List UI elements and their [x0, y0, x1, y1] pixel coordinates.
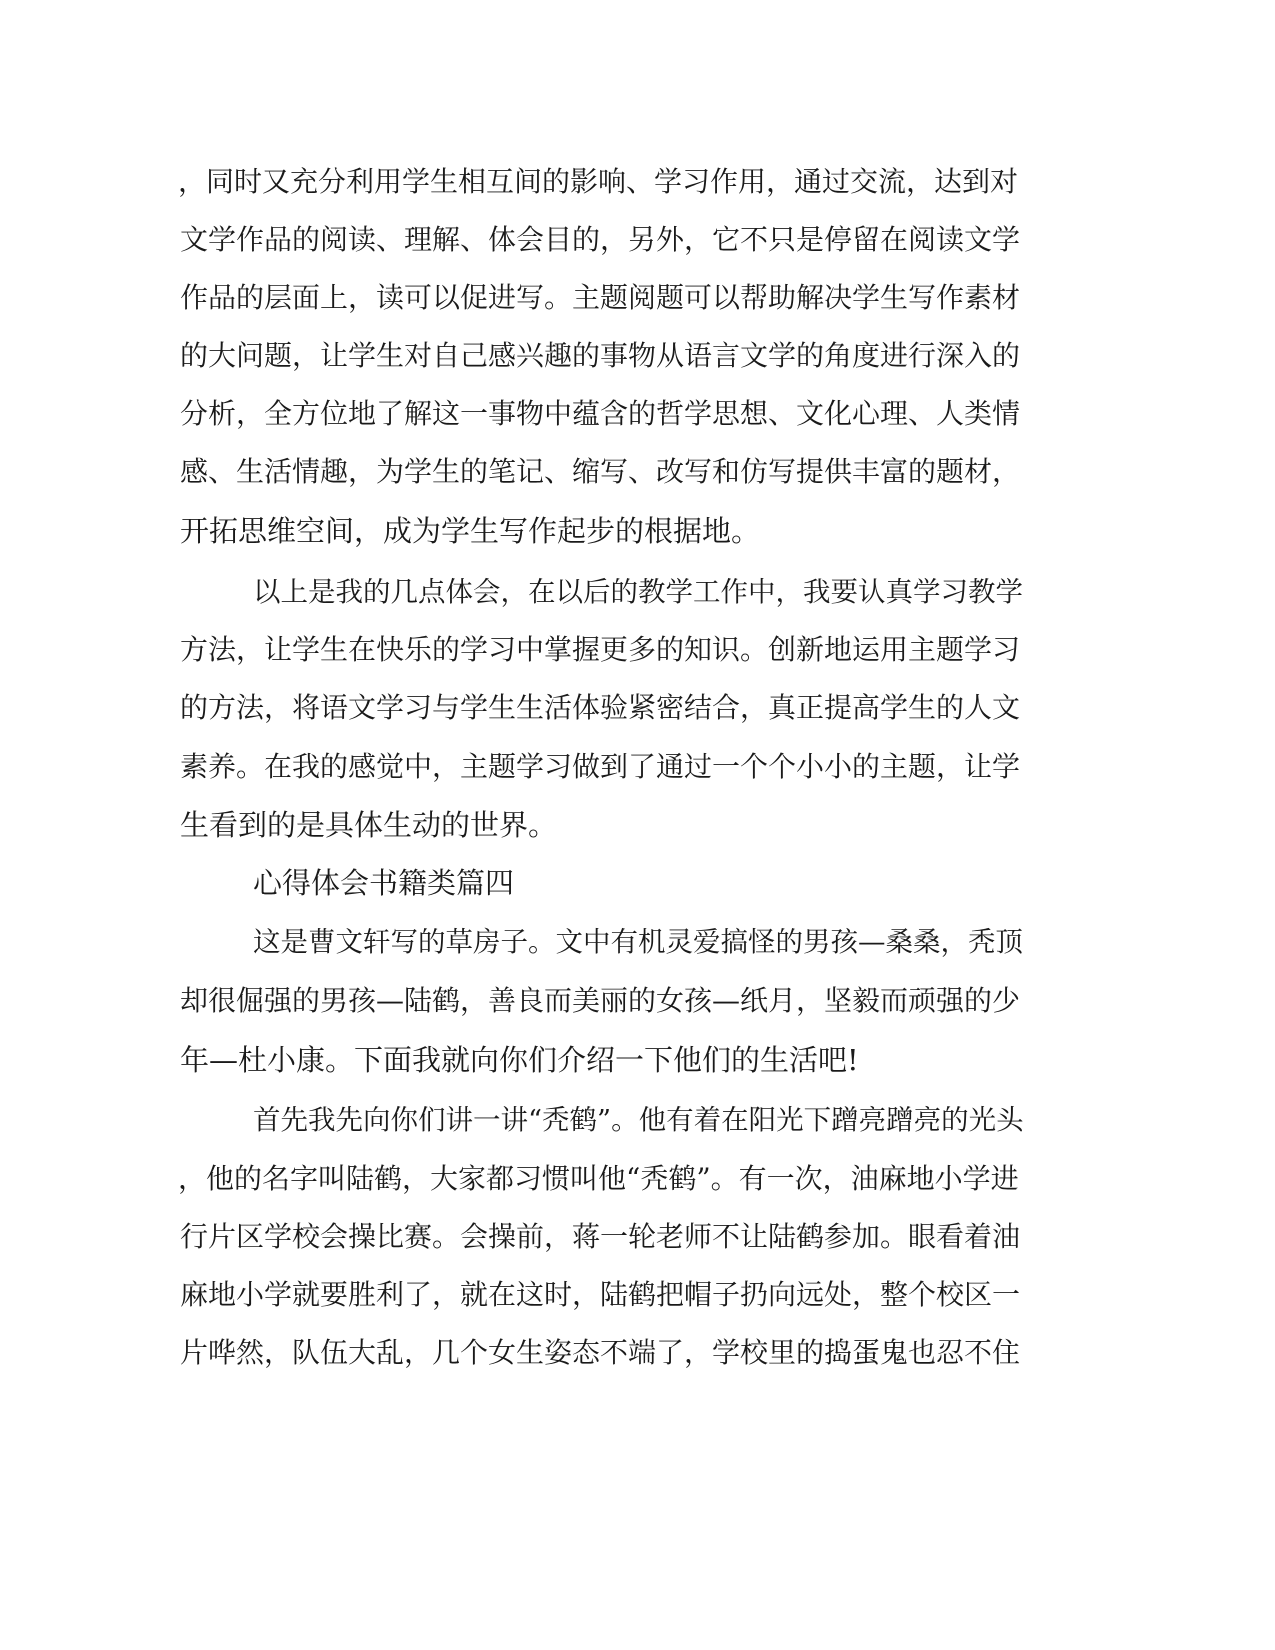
- text-line-content: 方法，让学生在快乐的学习中掌握更多的知识。创新地运用主题学习: [180, 633, 1021, 666]
- text-line: [0, 1273, 1275, 1317]
- text-line: [0, 509, 1275, 553]
- text-line: [0, 1157, 1275, 1201]
- text-line: [0, 1331, 1275, 1375]
- text-line-content: 素养。在我的感觉中，主题学习做到了通过一个个小小的主题，让学: [180, 750, 1021, 783]
- paragraph-start: [0, 570, 1275, 614]
- text-line-content: 感、生活情趣，为学生的笔记、缩写、改写和仿写提供丰富的题材，: [180, 455, 1021, 488]
- text-line-content: 年—杜小康。下面我就向你们介绍一下他们的生活吧!: [180, 1043, 859, 1077]
- text-line: [0, 334, 1275, 378]
- text-line-content: 以上是我的几点体会，在以后的教学工作中，我要认真学习教学: [253, 576, 1023, 608]
- text-line: [0, 218, 1275, 262]
- section-heading: [0, 861, 1275, 905]
- text-line-content: 的方法，将语文学习与学生生活体验紧密结合，真正提高学生的人文: [180, 691, 1021, 724]
- text-line-content: 片哗然，队伍大乱，几个女生姿态不端了，学校里的捣蛋鬼也忍不住: [180, 1336, 1021, 1369]
- text-line: [0, 1215, 1275, 1259]
- text-line-content: 分析，全方位地了解这一事物中蕴含的哲学思想、文化心理、人类情: [180, 397, 1021, 430]
- text-line: [0, 160, 1275, 204]
- text-line: [0, 979, 1275, 1023]
- text-line-content: 这是曹文轩写的草房子。文中有机灵爱搞怪的男孩—桑桑，秃顶: [253, 926, 1023, 958]
- text-line-content: 的大问题，让学生对自己感兴趣的事物从语言文学的角度进行深入的: [180, 339, 1021, 372]
- text-line-content: ，同时又充分利用学生相互间的影响、学习作用，通过交流，达到对: [178, 165, 1019, 198]
- paragraph-start: [0, 1098, 1275, 1142]
- text-line-content: 却很倔强的男孩—陆鹤，善良而美丽的女孩—纸月，坚毅而顽强的少: [180, 984, 1021, 1017]
- text-line: [0, 1038, 1275, 1082]
- text-line: [0, 745, 1275, 789]
- text-line-content: 首先我先向你们讲一讲“秃鹤”。他有着在阳光下蹭亮蹭亮的光头: [253, 1104, 1024, 1136]
- text-line-content: 行片区学校会操比赛。会操前，蒋一轮老师不让陆鹤参加。眼看着油: [180, 1220, 1021, 1253]
- text-line-content: ，他的名字叫陆鹤，大家都习惯叫他“秃鹤”。有一次，油麻地小学进: [178, 1162, 1019, 1195]
- section-heading-text: 心得体会书籍类篇四: [253, 866, 515, 900]
- text-line: [0, 686, 1275, 730]
- paragraph-start: [0, 920, 1275, 964]
- text-line: [0, 276, 1275, 320]
- text-line: [0, 450, 1275, 494]
- text-line-content: 麻地小学就要胜利了，就在这时，陆鹤把帽子扔向远处，整个校区一: [180, 1278, 1021, 1311]
- text-line: [0, 628, 1275, 672]
- text-line: [0, 803, 1275, 847]
- text-line-content: 作品的层面上，读可以促进写。主题阅题可以帮助解决学生写作素材: [180, 281, 1021, 314]
- text-line-content: 文学作品的阅读、理解、体会目的，另外，它不只是停留在阅读文学: [180, 223, 1021, 256]
- text-line: [0, 392, 1275, 436]
- text-line-content: 开拓思维空间，成为学生写作起步的根据地。: [180, 514, 761, 548]
- text-line-content: 生看到的是具体生动的世界。: [180, 808, 558, 842]
